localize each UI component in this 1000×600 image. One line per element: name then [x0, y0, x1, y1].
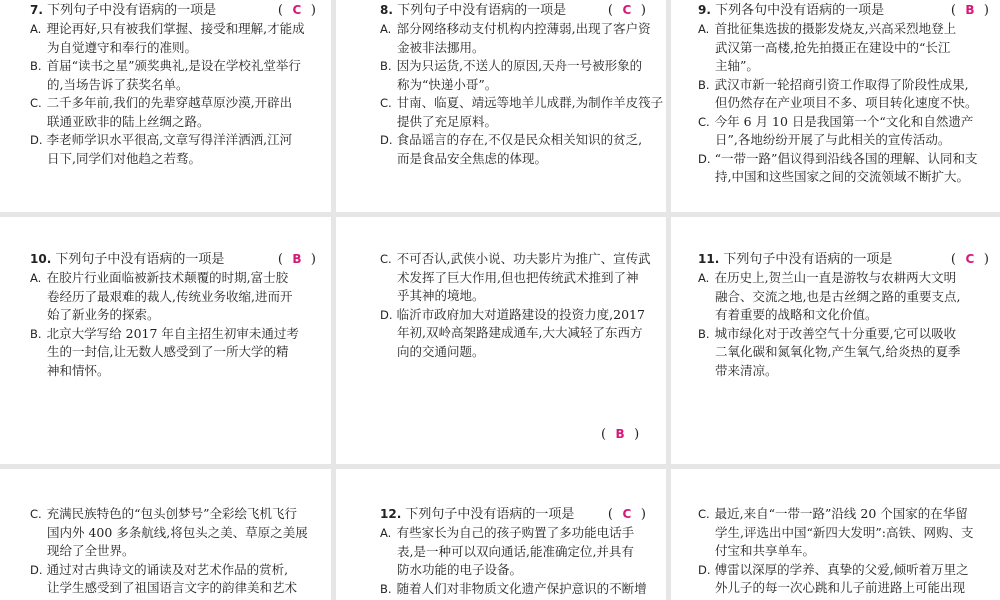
question-text: 下列句子中没有语病的一项是 [405, 507, 575, 522]
answer-bracket: ( C ) [950, 252, 989, 267]
option-text: 傅雷以深厚的学养、真挚的父爱,倾听着万里之 [714, 561, 969, 577]
option-b [698, 325, 993, 381]
option-line: 生的一封信,让无数人感受到了一所大学的精 [47, 344, 289, 359]
option-label: D. [380, 307, 393, 322]
option-c [30, 94, 320, 131]
option-text: 最近,来自“一带一路”沿线 20 个国家的在华留 [714, 506, 968, 521]
question-stem [30, 250, 320, 269]
option-line: 术发挥了巨大作用,但也把传统武术推到了神 [397, 269, 639, 285]
question-12-continued-panel [671, 469, 1000, 600]
option-label: A. [30, 22, 42, 36]
answer-letter: C [292, 3, 302, 17]
question-10-continued-panel [336, 217, 666, 464]
option-line [698, 150, 993, 169]
option-label: B. [30, 326, 42, 341]
question-7-panel [0, 0, 331, 212]
option-label: A. [698, 271, 710, 285]
option-text: 不可否认,武侠小说、功夫影片为推广、宣传武 [396, 251, 651, 266]
answer-letter: C [965, 252, 975, 266]
option-c [698, 505, 993, 561]
option-line [380, 306, 650, 325]
option-line: 提供了充足原料。 [397, 113, 498, 129]
option-b [380, 57, 650, 94]
option-line [698, 113, 993, 132]
option-label: A. [380, 22, 392, 36]
question-number: 11. [698, 252, 720, 266]
answer-bracket: ( B ) [277, 252, 316, 267]
question-9-panel [671, 0, 1000, 212]
answer-bracket: ( C ) [607, 507, 646, 522]
answer-letter: C [622, 3, 632, 17]
option-label: B. [30, 59, 42, 73]
option-b [30, 325, 320, 381]
question-stem [30, 1, 320, 20]
option-b [30, 57, 320, 94]
option-d [30, 131, 320, 168]
option-line: 表,是一种可以双向通话,能准确定位,并具有 [397, 543, 634, 559]
question-number: 8. [380, 3, 393, 17]
option-d [698, 561, 993, 598]
option-text: 部分网络移动支付机构内控薄弱,出现了客户资 [396, 21, 651, 36]
question-text: 下列句子中没有语病的一项是 [397, 3, 567, 18]
option-line [380, 131, 650, 150]
option-line: 向的交通问题。 [397, 343, 485, 359]
option-text: 通过对古典诗文的诵读及对艺术作品的赏析, [46, 561, 289, 577]
option-line [30, 325, 320, 344]
option-text: 首批征集选拔的摄影发烧友,兴高采烈地登上 [714, 21, 957, 36]
answer-letter: C [622, 507, 632, 521]
option-line: 外儿子的每一次心跳和儿子前进路上可能出现 [715, 580, 966, 595]
option-text: 在胶片行业面临被新技术颠覆的时期,富士胶 [46, 270, 289, 285]
option-c [380, 94, 664, 131]
option-a [698, 269, 993, 325]
option-line: 付宝和共享单车。 [715, 543, 816, 558]
option-line: 学生,评选出中国“新四大发明”:高铁、网购、支 [715, 524, 974, 540]
option-line: 有着重要的战略和文化价值。 [715, 307, 878, 322]
question-8-panel [336, 0, 666, 212]
answer-letter: B [965, 3, 975, 17]
option-line: 但仍然存在产业项目不多、项目转化速度不快。 [715, 95, 978, 110]
option-a [380, 524, 650, 580]
option-line [30, 20, 320, 39]
option-label: C. [380, 252, 392, 266]
option-a [30, 269, 320, 325]
option-line: 而是食品安全焦虑的体现。 [397, 150, 548, 166]
option-d [380, 131, 650, 168]
option-label: D. [698, 562, 711, 577]
option-label: C. [698, 114, 710, 129]
option-label: D. [698, 151, 711, 166]
option-line [30, 57, 320, 76]
option-line [698, 269, 993, 288]
option-line [30, 94, 320, 113]
option-line: 现给了全世界。 [47, 543, 135, 558]
option-text: 李老师学识水平很高,文章写得洋洋洒洒,江河 [46, 132, 293, 147]
question-11-panel [671, 217, 1000, 464]
option-line: 二氧化碳和氮氧化物,产生氧气,给炎热的夏季 [715, 344, 961, 359]
answer-bracket: ( B ) [950, 3, 989, 18]
option-label: A. [30, 271, 42, 285]
question-stem [698, 250, 993, 269]
option-line: 持,中国和这些国家之间的交流领域不断扩大。 [715, 169, 969, 184]
option-line [698, 325, 993, 344]
answer-bracket: ( B ) [601, 427, 640, 442]
option-label: D. [30, 562, 43, 577]
question-text: 下列各句中没有语病的一项是 [715, 3, 885, 18]
option-line: 联通亚欧非的陆上丝绸之路。 [47, 113, 210, 129]
option-line: 带来清凉。 [715, 362, 778, 378]
option-text: 充满民族特色的“包头创梦号”全彩绘飞机飞行 [46, 506, 297, 521]
option-c [30, 505, 320, 561]
question-12-panel [336, 469, 666, 600]
option-text: 二千多年前,我们的先辈穿越草原沙漠,开辟出 [46, 95, 293, 110]
option-line [380, 580, 650, 599]
option-b [698, 76, 993, 113]
answer-bracket: ( C ) [277, 3, 316, 18]
option-label: C. [698, 507, 710, 521]
option-line: 主轴”。 [715, 58, 759, 73]
option-line [698, 76, 993, 95]
option-text: 甘南、临夏、靖远等地羊儿成群,为制作羊皮筏子 [396, 95, 664, 110]
option-line: 称为“快递小哥”。 [397, 76, 498, 92]
option-text: 随着人们对非物质文化遗产保护意识的不断增 [396, 580, 647, 596]
option-d [380, 306, 650, 362]
option-line [30, 561, 320, 580]
option-text: 今年 6 月 10 日是我国第一个“文化和自然遗产 [714, 113, 974, 129]
option-a [698, 20, 993, 76]
question-stem [380, 1, 650, 20]
option-line: 日下,同学们对他趋之若骛。 [47, 150, 201, 166]
option-text: 临沂市政府加大对道路建设的投资力度,2017 [396, 306, 645, 322]
option-text: 理论再好,只有被我们掌握、接受和理解,才能成 [46, 21, 305, 36]
answer-bracket: ( C ) [607, 3, 646, 18]
option-text: 武汉市新一轮招商引资工作取得了阶段性成果, [714, 76, 969, 92]
question-text: 下列句子中没有语病的一项是 [55, 252, 225, 267]
option-line [30, 505, 320, 524]
option-line: 卷经历了最艰难的裁人,传统业务收缩,进而开 [47, 288, 293, 304]
option-line: 武汉第一高楼,抢先拍摄正在建设中的“长江 [715, 39, 951, 55]
option-text: 食品谣言的存在,不仅是民众相关知识的贫乏, [396, 132, 643, 147]
option-c [380, 250, 650, 306]
option-label: D. [30, 133, 43, 147]
option-line: 防水功能的电子设备。 [397, 562, 523, 577]
option-label: A. [698, 22, 710, 36]
option-text: 有些家长为自己的孩子购置了多功能电话手 [396, 525, 635, 540]
question-11-continued-panel [0, 469, 331, 600]
question-text: 下列句子中没有语病的一项是 [47, 3, 217, 18]
option-b [380, 580, 650, 599]
option-line: 乎其神的境地。 [397, 288, 485, 303]
option-line: 神和情怀。 [47, 362, 110, 378]
option-label: C. [380, 96, 392, 110]
option-line [698, 20, 993, 39]
answer-letter: B [615, 427, 625, 441]
option-line [30, 269, 320, 288]
option-line: 金被非法挪用。 [397, 39, 485, 55]
option-d [30, 561, 320, 598]
option-line: 为自觉遵守和奉行的准则。 [47, 39, 198, 55]
option-line: 让学生感受到了祖国语言文字的韵律美和艺术 [47, 580, 298, 595]
option-line: 日”,各地纷纷开展了与此相关的宣传活动。 [715, 132, 951, 147]
option-label: C. [30, 507, 42, 521]
question-10-panel [0, 217, 331, 464]
option-a [380, 20, 650, 57]
question-stem [380, 505, 650, 524]
option-line [30, 131, 320, 150]
option-line: 的,当场告诉了获奖名单。 [47, 76, 189, 92]
question-number: 12. [380, 507, 402, 521]
option-line [380, 57, 650, 76]
option-label: D. [380, 133, 393, 147]
option-line: 始了新业务的探索。 [47, 307, 160, 322]
option-line [380, 94, 664, 113]
option-line [698, 505, 993, 524]
option-text: 在历史上,贺兰山一直是游牧与农耕两大文明 [714, 270, 957, 285]
option-text: 城市绿化对于改善空气十分重要,它可以吸收 [714, 325, 957, 341]
option-line: 国内外 400 多条航线,将包头之美、草原之美展 [47, 524, 308, 540]
option-line [380, 250, 650, 269]
option-line [380, 20, 650, 39]
option-label: B. [380, 581, 392, 596]
option-line: 融合、交流之地,也是古丝绸之路的重要支点, [715, 288, 961, 304]
question-number: 10. [30, 252, 52, 266]
option-label: B. [698, 326, 710, 341]
option-label: A. [380, 526, 392, 540]
option-d [698, 150, 993, 187]
option-text: 因为只运货,不送人的原因,天舟一号被形象的 [396, 58, 643, 73]
option-label: C. [30, 96, 42, 110]
option-line: 年初,双岭高架路建成通车,大大减轻了东西方 [397, 325, 643, 340]
option-a [30, 20, 320, 57]
question-number: 7. [30, 3, 43, 17]
question-stem [698, 1, 993, 20]
option-line [698, 561, 993, 580]
question-text: 下列句子中没有语病的一项是 [723, 252, 893, 267]
option-text: 首届“读书之星”颁奖典礼,是设在学校礼堂举行 [46, 58, 301, 73]
option-c [698, 113, 993, 150]
answer-letter: B [292, 252, 302, 266]
question-number: 9. [698, 3, 711, 17]
option-label: B. [698, 77, 710, 92]
option-line [380, 524, 650, 543]
option-text: “一带一路”倡议得到沿线各国的理解、认同和支 [714, 150, 978, 166]
option-text: 北京大学写给 2017 年自主招生初审未通过考 [46, 325, 299, 341]
option-label: B. [380, 59, 392, 73]
